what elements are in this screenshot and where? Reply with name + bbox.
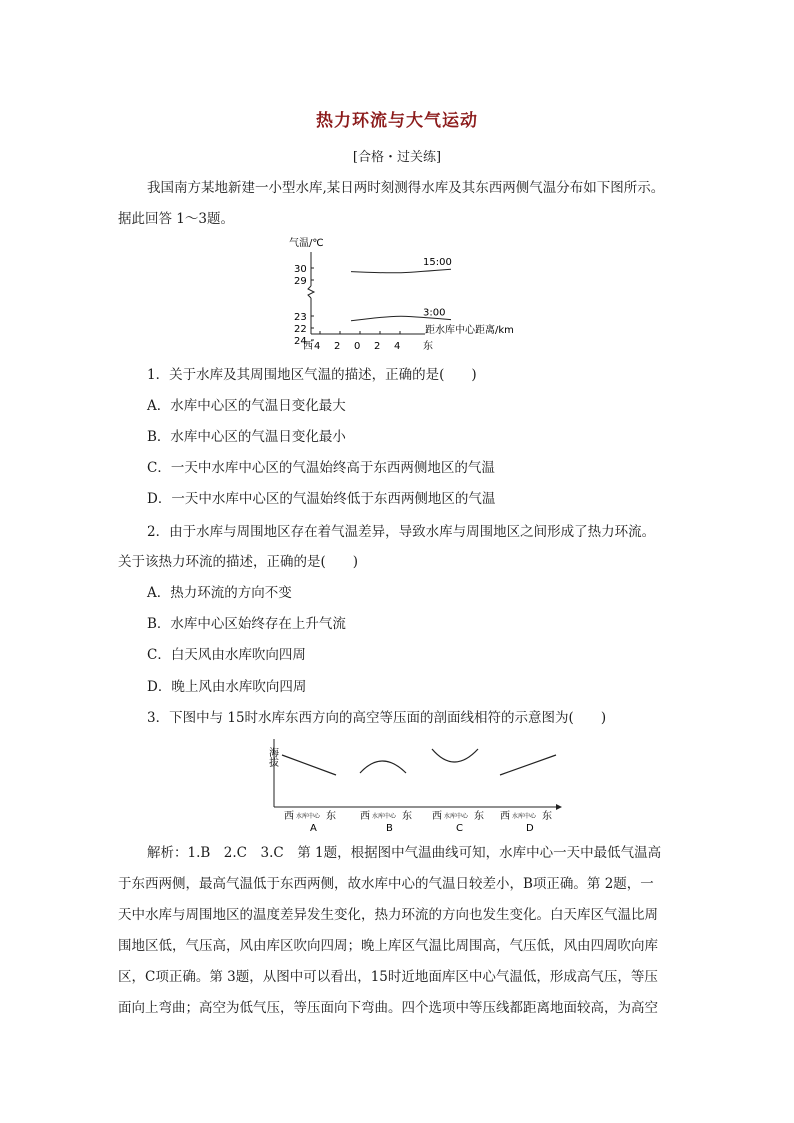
figure-x-axis-arrow [556,804,562,810]
panel-b-isobar-curve [360,761,406,773]
chart-y-tick-label: 22 [294,324,307,335]
page-subtitle: [合格・过关练] [352,150,442,165]
chart-series-label-1: 3:00 [423,307,446,319]
chart-x-axis-label: 距水库中心距离/km [425,325,514,336]
panel-a-letter: A [310,823,317,834]
q2-option-c: C．白天风由水库吹向四周 [147,647,306,663]
analysis-line-5: 区，C项正确。第 3题，从图中可以看出，15时近地面库区中心气温低，形成高气压，等压 [118,969,658,985]
panel-b-west: 西 [360,811,370,822]
q1-option-c: C．一天中水库中心区的气温始终高于东西两侧地区的气温 [147,460,495,476]
q1-option-a: A．水库中心区的气温日变化最大 [147,398,346,414]
panel-b-center: 水库中心 [372,813,397,820]
panel-c-east: 东 [474,811,484,822]
analysis-line-3: 天中水库与周围地区的温度差异发生变化，热力环流的方向也发生变化。白天库区气温比周 [118,907,658,923]
chart-y-tick-label: 29 [294,276,307,287]
panel-d-letter: D [526,823,534,834]
chart-x-tick-label: 2 [334,341,341,352]
chart-y-axis-break [308,286,314,298]
chart-y-tick-label: 23 [294,312,307,323]
q2-option-a: A．热力环流的方向不变 [147,585,292,601]
chart-x-tick-label: 4 [394,341,401,352]
chart-x-tick-label: 4 [314,341,321,352]
panel-c-isobar-curve [432,749,478,762]
chart-x-east-label: 东 [423,341,433,352]
panel-d-east: 东 [542,811,552,822]
panel-d-isobar-curve [500,755,556,775]
chart-x-tick-label: 2 [374,341,381,352]
chart-series-label-0: 15:00 [423,257,452,269]
q1-option-d: D．一天中水库中心区的气温始终低于东西两侧地区的气温 [147,491,496,507]
q2-stem-line-2: 关于该热力环流的描述，正确的是( ) [118,554,359,570]
intro-line-1: 我国南方某地新建一小型水库,某日两时刻测得水库及其东西两侧气温分布如下图所示。 [147,180,665,196]
q3-stem: 3．下图中与 15时水库东西方向的高空等压面的剖面线相符的示意图为( ) [147,710,607,726]
analysis-line-1: 解析：1.B 2.C 3.C 第 1题，根据图中气温曲线可知，水库中心一天中最低气温高 [147,845,662,861]
panel-a-center: 水库中心 [296,813,321,820]
analysis-line-6: 面向上弯曲；高空为低气压，等压面向下弯曲。四个选项中等压线都距离地面较高，为高空 [118,1000,658,1016]
page-title: 热力环流与大气运动 [316,111,478,131]
panel-c-west: 西 [432,811,442,822]
chart-x-west-label: 西 [303,341,313,352]
panel-a-east: 东 [326,811,336,822]
panel-a-isobar-curve [282,755,336,775]
intro-line-2: 据此回答 1～3题。 [118,211,234,227]
panel-a-west: 西 [284,811,294,822]
figure-y-axis-label: 海拔 [266,747,278,767]
chart-y-tick-label: 24 [294,336,307,347]
q1-stem: 1．关于水库及其周围地区气温的描述，正确的是( ) [147,367,477,383]
chart-series-line-0 [351,269,451,273]
q2-option-d: D．晚上风由水库吹向四周 [147,679,307,695]
temperature-chart [285,232,545,354]
panel-c-center: 水库中心 [444,813,469,820]
isobar-options-figure [260,735,570,835]
analysis-line-4: 围地区低，气压高，风由库区吹向四周；晚上库区气温比周围高，气压低，风由四周吹向库 [118,938,658,954]
q2-stem-line-1: 2．由于水库与周围地区存在着气温差异，导致水库与周围地区之间形成了热力环流。 [147,524,656,540]
panel-b-letter: B [386,823,393,834]
panel-d-center: 水库中心 [512,813,537,820]
q2-option-b: B．水库中心区始终存在上升气流 [147,616,346,632]
q1-option-b: B．水库中心区的气温日变化最小 [147,429,346,445]
panel-d-west: 西 [500,811,510,822]
chart-x-tick-label: 0 [354,341,361,352]
chart-y-tick-label: 30 [294,264,307,275]
chart-y-axis-label: 气温/℃ [289,238,324,249]
panel-b-east: 东 [402,811,412,822]
panel-c-letter: C [456,823,463,834]
analysis-line-2: 于东西两侧，最高气温低于东西两侧，故水库中心的气温日较差小，B项正确。第 2题，一 [118,876,654,892]
